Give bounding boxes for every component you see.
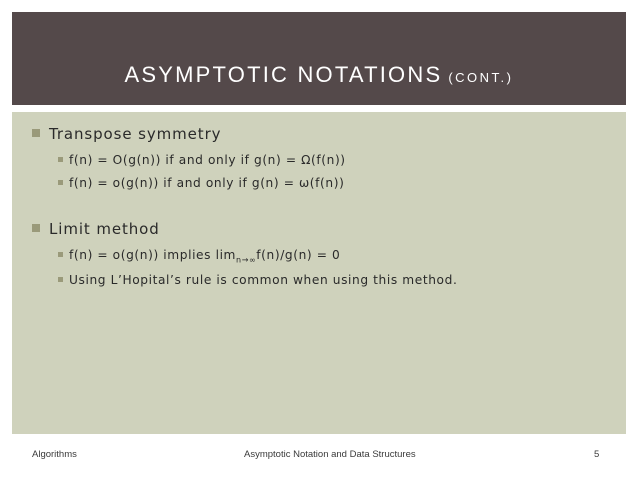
sub-bullet-text: f(n) = o(g(n)) if and only if g(n) = ω(f(n)) xyxy=(69,176,345,190)
limit-prefix: f(n) = o(g(n)) implies lim xyxy=(69,248,237,262)
sub-bullet-text: f(n) = O(g(n)) if and only if g(n) = Ω(f(n)) xyxy=(69,153,346,167)
sub-bullet-limit xyxy=(58,248,340,264)
sub-bullet-lhopital xyxy=(58,273,457,287)
sub-bullet-text: Using L’Hopital’s rule is common when using this method. xyxy=(69,273,458,287)
section-heading: Transpose symmetry xyxy=(49,125,222,143)
sub-bullet-marker-icon xyxy=(58,252,63,257)
slide-title-suffix: (CONT.) xyxy=(448,70,514,85)
limit-subscript: n→∞ xyxy=(236,255,257,265)
sub-bullet-big-o xyxy=(58,153,346,167)
bullet-transpose-symmetry xyxy=(32,125,221,143)
bullet-limit-method xyxy=(32,220,160,238)
slide-title-main: ASYMPTOTIC NOTATIONS xyxy=(124,62,443,87)
footer-center: Asymptotic Notation and Data Structures xyxy=(244,449,416,460)
sub-bullet-marker-icon xyxy=(58,157,63,162)
slide-title xyxy=(12,62,626,88)
page-number: 5 xyxy=(594,449,600,460)
section-heading: Limit method xyxy=(49,220,160,238)
sub-bullet-marker-icon xyxy=(58,277,63,282)
sub-bullet-little-o xyxy=(58,176,344,190)
sub-bullet-marker-icon xyxy=(58,180,63,185)
footer-left: Algorithms xyxy=(32,449,77,460)
limit-suffix: f(n)/g(n) = 0 xyxy=(256,248,341,262)
bullet-marker-icon xyxy=(32,129,40,137)
bullet-marker-icon xyxy=(32,224,40,232)
title-bar xyxy=(12,12,626,105)
